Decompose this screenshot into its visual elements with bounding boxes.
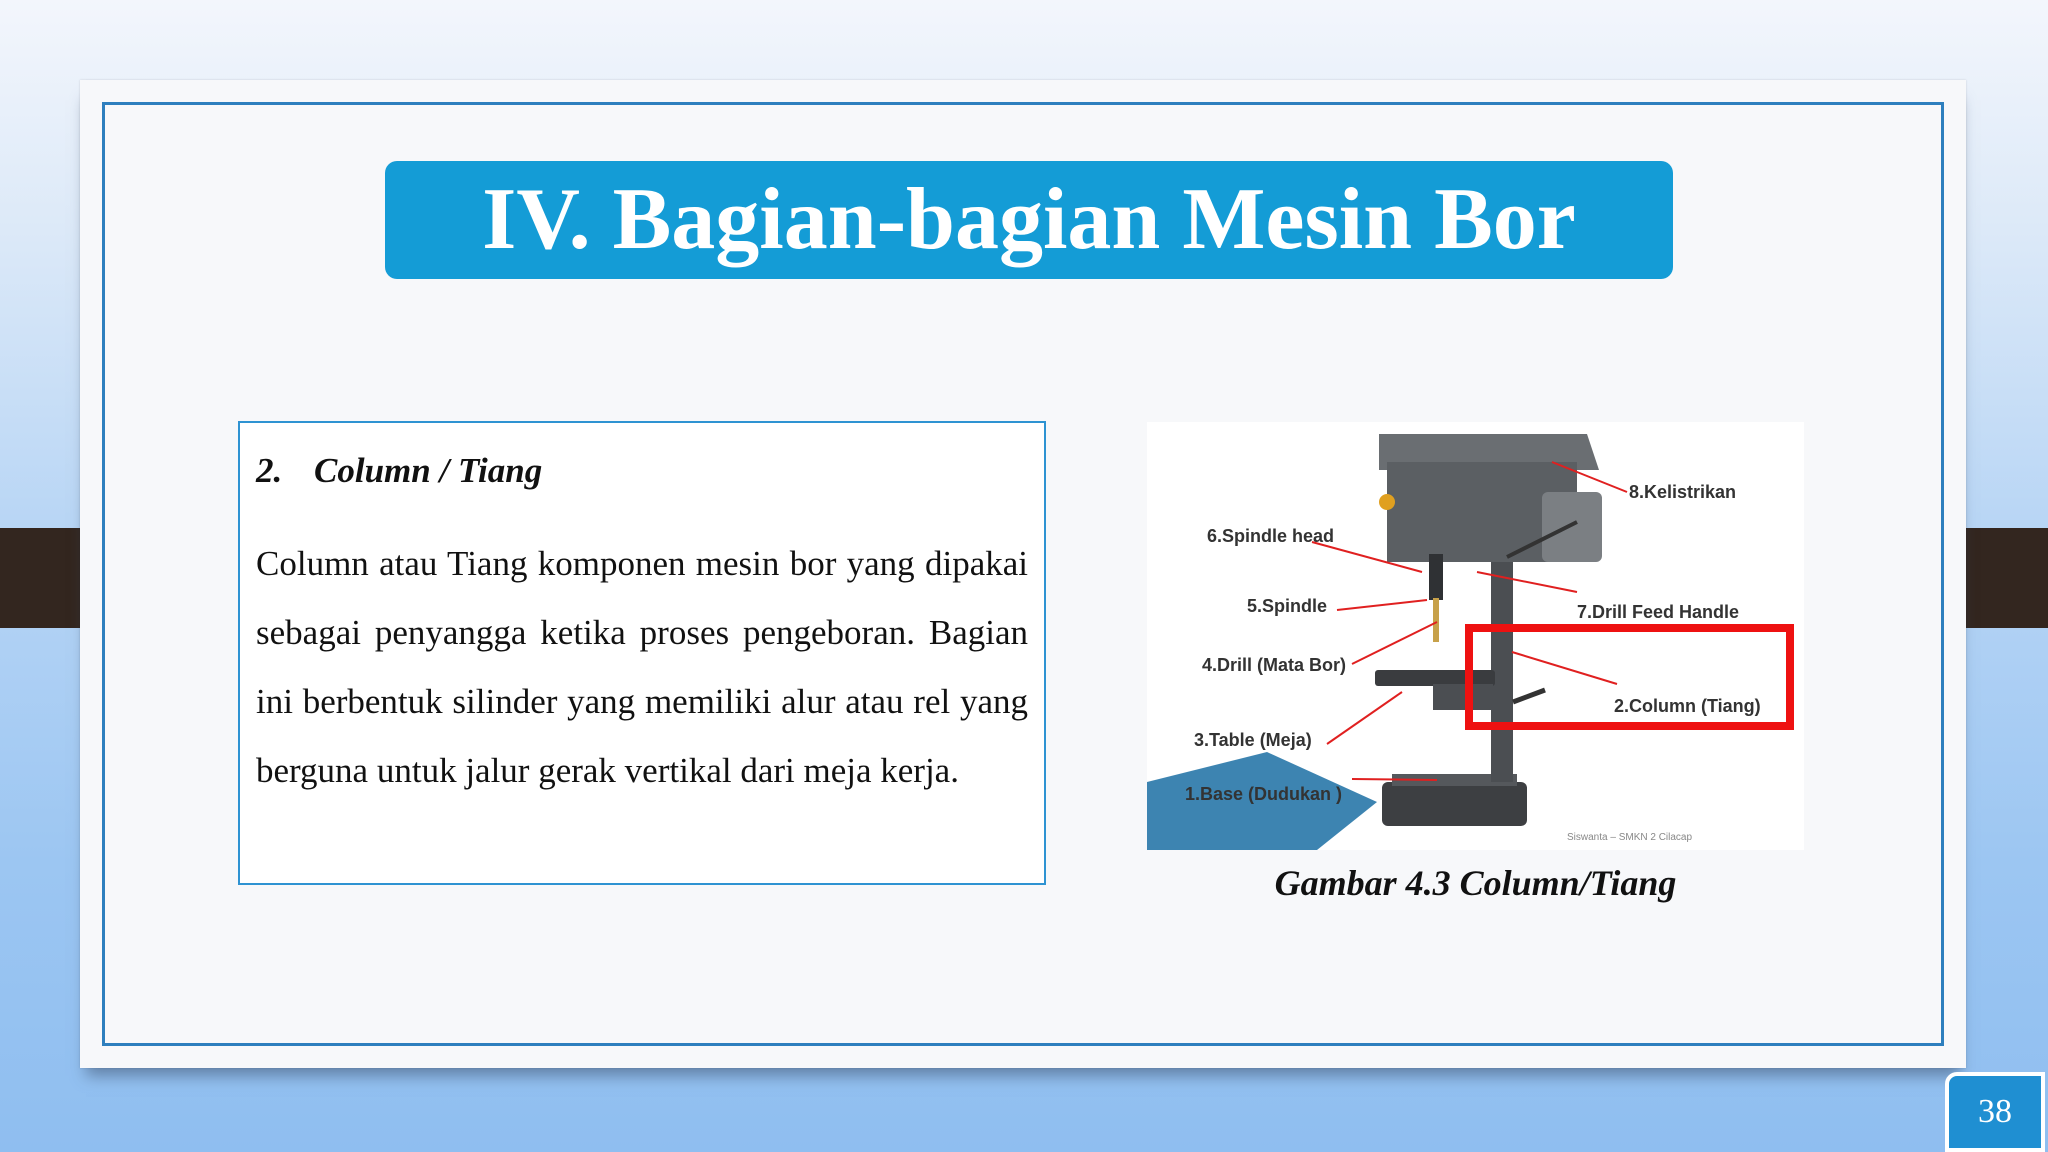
table-crank bbox=[1513, 690, 1545, 702]
base-shape bbox=[1382, 782, 1527, 826]
label-drill: 4.Drill (Mata Bor) bbox=[1202, 655, 1347, 675]
label-kelistrikan: 8.Kelistrikan bbox=[1629, 482, 1737, 502]
section-number: 2. bbox=[256, 451, 283, 490]
label-spindle: 5.Spindle bbox=[1247, 596, 1328, 616]
title-banner bbox=[385, 161, 1673, 279]
label-column: 2.Column (Tiang) bbox=[1614, 696, 1761, 716]
section-heading-text: Column / Tiang bbox=[314, 451, 543, 490]
motor-shape bbox=[1542, 492, 1602, 562]
label-drill-feed-handle: 7.Drill Feed Handle bbox=[1577, 602, 1740, 622]
figure-caption: Gambar 4.3 Column/Tiang bbox=[1274, 863, 1677, 903]
spindle-shape bbox=[1429, 554, 1443, 600]
table-shape bbox=[1375, 670, 1495, 686]
section-heading bbox=[256, 451, 1028, 491]
label-table: 3.Table (Meja) bbox=[1194, 730, 1312, 750]
page-number-badge bbox=[1945, 1072, 2045, 1152]
section-text-box bbox=[238, 421, 1046, 885]
slide-title: IV. Bagian-bagian Mesin Bor bbox=[482, 171, 1576, 268]
image-credit: Siswanta – SMKN 2 Cilacap bbox=[1567, 832, 1693, 843]
switch-knob bbox=[1379, 494, 1395, 510]
section-paragraph: Column atau Tiang komponen mesin bor yang dipakai sebagai penyangga ketika proses pengeboran. Bagian ini berbentuk silinder yang memiliki alur atau rel yang berguna untuk jalur gerak vertikal dari meja kerja. bbox=[256, 544, 1028, 790]
drill-bit-shape bbox=[1433, 598, 1439, 642]
page-number: 38 bbox=[1978, 1093, 2012, 1130]
drill-press-diagram bbox=[1147, 422, 1804, 850]
label-spindle-head: 6.Spindle head bbox=[1207, 526, 1335, 546]
table-bracket bbox=[1433, 684, 1493, 710]
label-base: 1.Base (Dudukan ) bbox=[1185, 784, 1343, 804]
drill-press-figure bbox=[1147, 422, 1804, 850]
